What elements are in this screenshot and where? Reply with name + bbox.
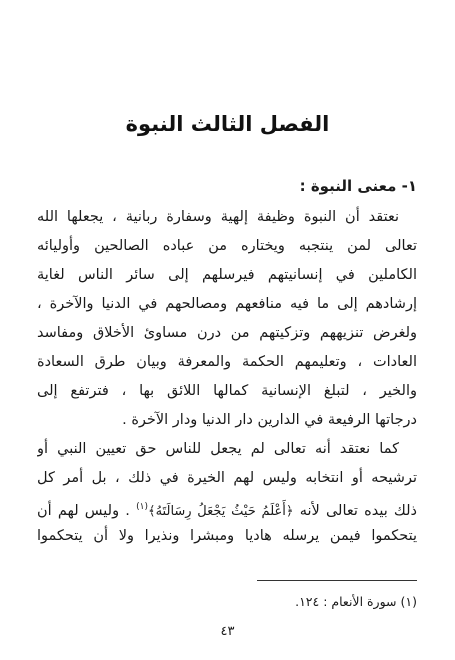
- text-line: درجاتها الرفيعة في الدارين دار الدنيا ودار الآخرة .: [122, 412, 417, 428]
- text-line: ترشيحه أو انتخابه وليس لهم الخيرة في ذلك ، بل أمر كل: [37, 470, 417, 486]
- page-number: ٤٣: [220, 624, 235, 639]
- text-line: تعالى لمن ينتجبه ويختاره من عباده الصالحين وأوليائه: [37, 238, 417, 254]
- text-line: ولغرض تنزيههم وتزكيتهم من درن مساوئ الأخلاق ومفاسد: [37, 325, 417, 341]
- footnote-divider: [257, 580, 417, 581]
- text-line: العادات ، وتعليمهم الحكمة والمعرفة وبيان طرق السعادة: [37, 354, 417, 370]
- text-line: إرشادهم إلى ما فيه منافعهم ومصالحهم في الدنيا والآخرة ،: [37, 296, 417, 312]
- text-line: نعتقد أن النبوة وظيفة إلهية وسفارة ربانية ، يجعلها الله: [37, 209, 399, 225]
- body-text: [37, 203, 417, 551]
- text-line: كما نعتقد أنه تعالى لم يجعل للناس حق تعيين النبي أو: [37, 441, 399, 457]
- text-line-with-verse: [37, 493, 417, 522]
- verse-outro: . وليس لهم أن: [37, 502, 130, 519]
- chapter-title: الفصل الثالث النبوة: [125, 112, 330, 136]
- footnote-marker[interactable]: (١): [136, 502, 148, 512]
- verse-intro: ذلك بيده تعالى لأنه: [299, 502, 417, 519]
- text-line: يتحكموا فيمن يرسله هاديا ومبشرا ونذيرا ولا أن يتحكموا: [37, 528, 417, 544]
- footnote: (١) سورة الأنعام : ١٢٤.: [295, 594, 417, 609]
- text-line: والخير ، لتبلغ الإنسانية كمالها اللائق بها ، فترتفع إلى: [37, 383, 417, 399]
- section-heading: ١- معنى النبوة :: [299, 177, 417, 195]
- text-line: الكاملين في إنسانيتهم فيرسلهم إلى سائر الناس لغاية: [37, 267, 417, 283]
- quran-verse: ﴿أَعْلَمُ حَيْثُ يَجْعَلُ رِسَالَتَهُ﴾: [147, 503, 294, 519]
